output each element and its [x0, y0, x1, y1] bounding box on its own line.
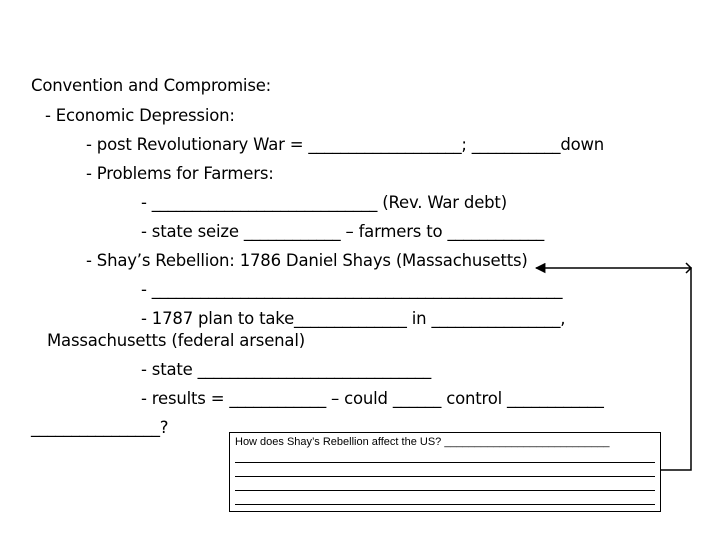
bullet-shays-rebellion: - Shay’s Rebellion: 1786 Daniel Shays (Massachusetts)	[86, 251, 528, 270]
bullet-1787-plan: - 1787 plan to take______________ in ________________,	[141, 309, 566, 328]
bullet-post-war: - post Revolutionary War = ___________________; ___________down	[86, 135, 605, 154]
bullet-problems-farmers: - Problems for Farmers:	[86, 164, 274, 183]
bullet-results: - results = ____________ – could ______ control ____________	[141, 389, 604, 408]
arrow-line	[536, 268, 691, 470]
question-text: How does Shay’s Rebellion affect the US? ___________________________	[235, 436, 610, 448]
bullet-war-debt: - ____________________________ (Rev. War debt)	[141, 193, 507, 212]
bullet-economic-depression: - Economic Depression:	[45, 106, 235, 125]
bullet-blank: - ___________________________________________________	[141, 280, 563, 299]
line-massachusetts: Massachusetts (federal arsenal)	[47, 331, 305, 350]
line-question-end: ________________?	[31, 418, 169, 437]
heading-convention: Convention and Compromise:	[31, 76, 272, 95]
bullet-state: - state _____________________________	[141, 360, 432, 379]
bullet-state-seize: - state seize ____________ – farmers to ____________	[141, 222, 545, 241]
